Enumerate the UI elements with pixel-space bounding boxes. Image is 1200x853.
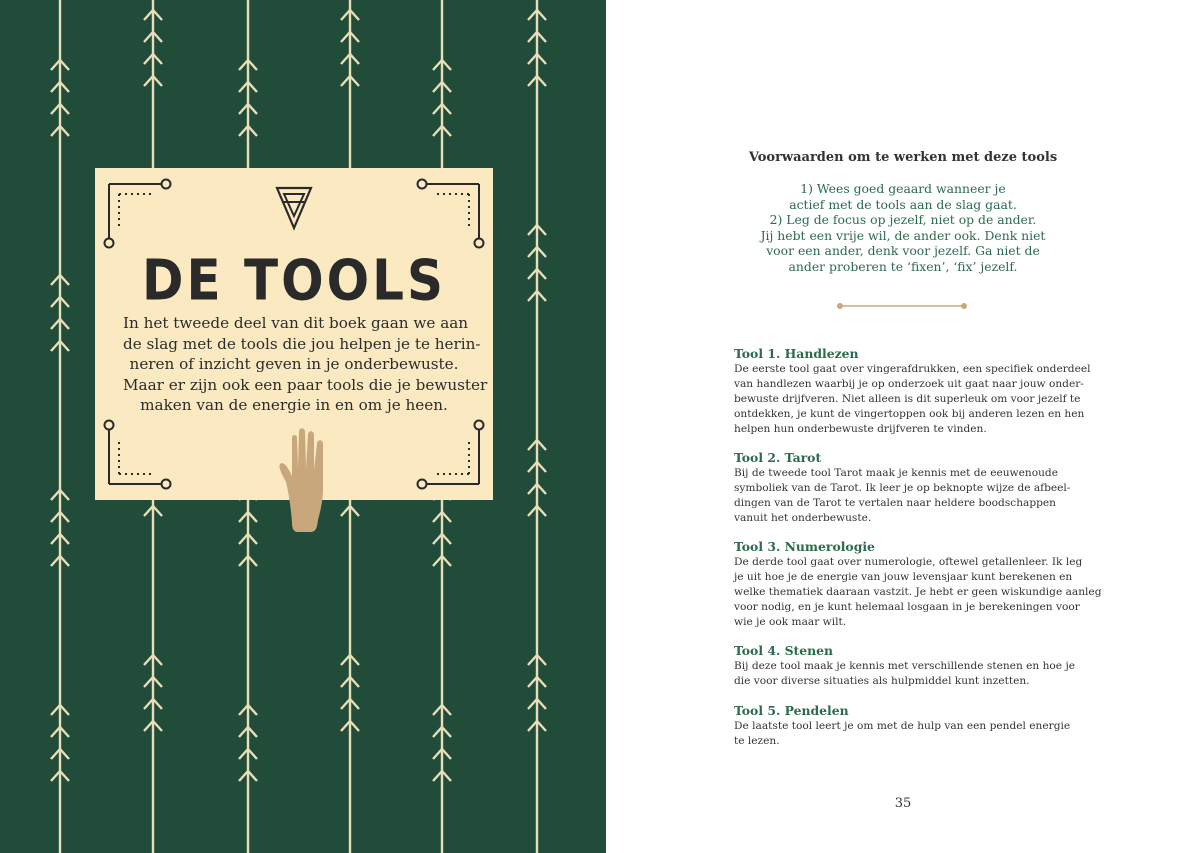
tool-title: Tool 3. Numerologie <box>734 539 875 554</box>
tool-line: De eerste tool gaat over vingerafdrukken, een specifiek onderdeel <box>734 363 1091 375</box>
intro-line: neren of inzicht geven in je onderbewuste. <box>129 355 459 373</box>
intro-line: maken van de energie in en om je heen. <box>140 396 448 414</box>
tool-description <box>734 555 1102 630</box>
intro-line: In het tweede deel van dit boek gaan we aan <box>123 314 469 332</box>
conditions-title: Voorwaarden om te werken met deze tools <box>748 150 1058 165</box>
triangle-symbol-icon <box>275 184 313 234</box>
intro-text <box>123 313 488 416</box>
tool-title: Tool 5. Pendelen <box>734 703 849 718</box>
tool-line: De laatste tool leert je om met de hulp van een pendel energie <box>734 720 1071 732</box>
intro-line: Maar er zijn ook een paar tools die je bewuster <box>123 375 488 394</box>
hand-icon <box>276 424 332 534</box>
tool-line: symboliek van de Tarot. Ik leer je op beknopte wijze de afbeel- <box>734 482 1071 494</box>
tool-line: je uit hoe je de energie van jouw levensjaar kunt berekenen en <box>734 571 1073 583</box>
conditions-line: actief met de tools aan de slag gaat. <box>789 196 1017 212</box>
tool-line: die voor diverse situaties als hulpmiddel kunt inzetten. <box>734 675 1030 687</box>
divider-ornament <box>834 299 970 313</box>
tool-line: Bij deze tool maak je kennis met verschillende stenen en hoe je <box>734 660 1075 672</box>
tool-line: ontdekken, je kunt de vingertoppen ook bij anderen lezen en hen <box>734 408 1085 420</box>
tool-line: voor nodig, en je kunt helemaal losgaan in je berekeningen voor <box>734 601 1080 613</box>
conditions-line: 2) Leg de focus op jezelf, niet op de ander. <box>769 212 1037 227</box>
tool-line: De derde tool gaat over numerologie, oftewel getallenleer. Ik leg <box>734 556 1083 568</box>
intro-line: de slag met de tools die jou helpen je te herin- <box>123 334 481 353</box>
tool-line: Bij de tweede tool Tarot maak je kennis met de eeuwenoude <box>734 467 1058 479</box>
tool-description <box>734 466 1084 526</box>
tool-section <box>734 703 1084 749</box>
corner-ornament <box>409 416 489 496</box>
page-number: 35 <box>894 796 912 811</box>
tool-line: wie je ook maar wilt. <box>734 616 847 628</box>
tool-title: Tool 4. Stenen <box>734 643 834 658</box>
corner-ornament <box>99 172 179 252</box>
tool-section <box>734 450 1084 526</box>
tool-line: te lezen. <box>734 735 780 747</box>
corner-ornament <box>409 172 489 252</box>
tool-section <box>734 346 1091 437</box>
tool-section <box>734 539 1102 630</box>
tool-line: welke thematiek daaraan vastzit. Je hebt er geen wiskundige aanleg <box>734 586 1102 598</box>
tool-line: van handlezen waarbij je op onderzoek uit gaat naar jouw onder- <box>734 378 1084 390</box>
tool-description <box>734 719 1084 749</box>
tool-title: Tool 1. Handlezen <box>734 346 859 361</box>
tool-description <box>734 362 1091 437</box>
tool-line: dingen van de Tarot te vertalen naar heldere boodschappen <box>734 497 1057 509</box>
tool-line: helpen hun onderbewuste drijfveren te vinden. <box>734 423 987 435</box>
page-title: DE TOOLS <box>141 248 447 313</box>
tool-title: Tool 2. Tarot <box>734 450 822 465</box>
tool-section <box>734 643 1084 689</box>
right-page <box>606 0 1200 853</box>
tool-line: bewuste drijfveren. Niet alleen is dit superleuk om voor jezelf te <box>734 393 1081 405</box>
conditions-line: 1) Wees goed geaard wanneer je <box>800 181 1006 196</box>
conditions-line: Jij hebt een vrije wil, de ander ook. Denk niet <box>760 227 1046 243</box>
conditions-text <box>606 181 1200 274</box>
conditions-line: voor een ander, denk voor jezelf. Ga niet de <box>766 243 1040 258</box>
tool-line: vanuit het onderbewuste. <box>734 512 872 524</box>
tool-description <box>734 659 1084 689</box>
corner-ornament <box>99 416 179 496</box>
conditions-line: ander proberen te ‘fixen’, ‘fix’ jezelf. <box>788 258 1018 274</box>
